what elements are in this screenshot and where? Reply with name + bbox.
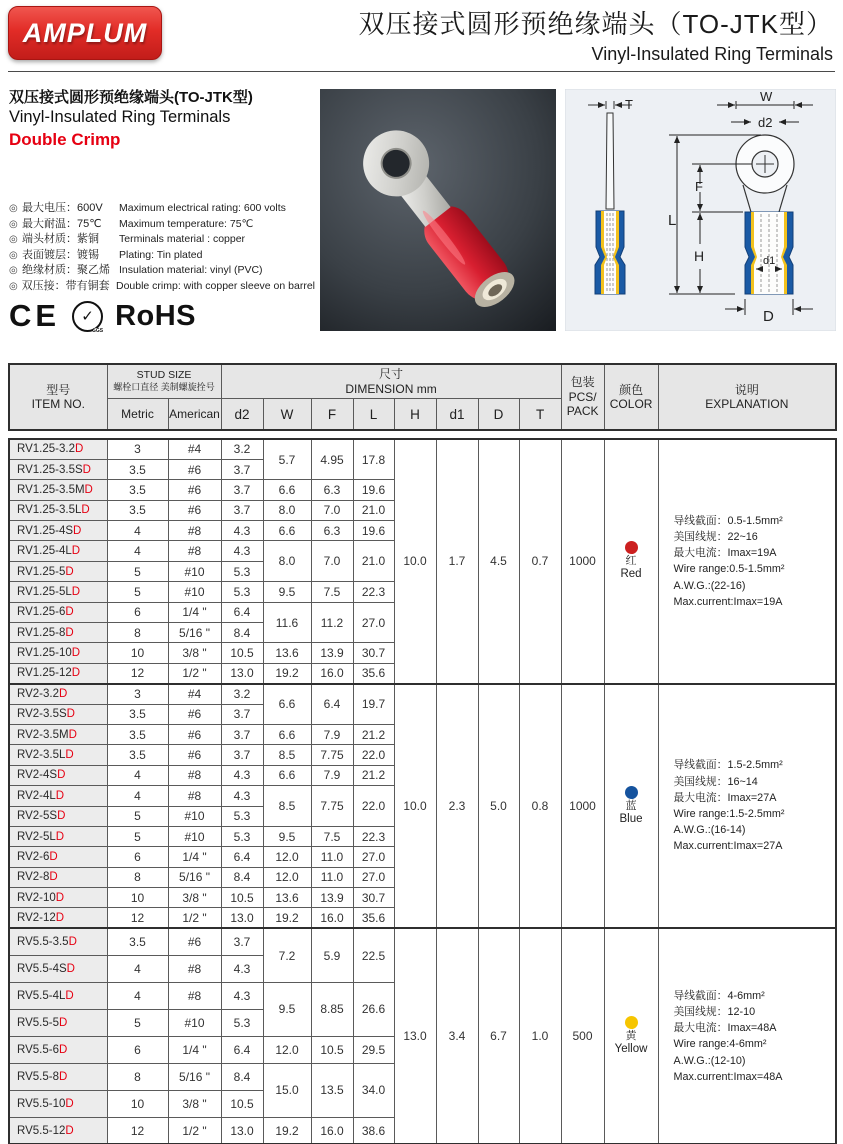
metric-cell: 3.5 [107, 480, 168, 500]
american-cell: 1/2 " [168, 663, 221, 683]
l-cell: 21.0 [353, 541, 394, 582]
item-no-cell: RV2-8D [9, 867, 107, 887]
american-cell: 1/4 " [168, 847, 221, 867]
d1-cell: 3.4 [436, 928, 478, 1144]
d2-cell: 10.5 [221, 1090, 263, 1117]
l-cell: 22.3 [353, 826, 394, 846]
american-cell: #10 [168, 806, 221, 826]
pack-cell: 1000 [561, 439, 604, 684]
page-header [358, 4, 833, 65]
american-cell: #6 [168, 459, 221, 479]
spec-item [9, 215, 315, 231]
col-header-item: 型号 ITEM NO. [9, 364, 107, 430]
metric-cell: 5 [107, 561, 168, 581]
col-header-d2: d2 [221, 399, 263, 431]
spec-label-zh: 双压接：带有铜套 [21, 279, 110, 292]
l-cell: 19.6 [353, 521, 394, 541]
item-no-cell: RV1.25-4SD [9, 521, 107, 541]
item-no-cell: RV5.5-3.5D [9, 928, 107, 955]
l-cell: 27.0 [353, 602, 394, 643]
l-cell: 30.7 [353, 643, 394, 663]
item-no-cell: RV1.25-5D [9, 561, 107, 581]
l-cell: 26.6 [353, 982, 394, 1036]
l-cell: 19.7 [353, 684, 394, 725]
american-cell: #6 [168, 745, 221, 765]
dim-label-d1: d1 [763, 255, 776, 267]
spec-label-zh: 表面镀层：镀锡 [22, 248, 99, 261]
l-cell: 30.7 [353, 888, 394, 908]
f-cell: 11.2 [311, 602, 353, 643]
metric-cell: 4 [107, 541, 168, 561]
american-cell: #4 [168, 439, 221, 459]
brand-logo [8, 6, 162, 60]
color-cell: 蓝 Blue [604, 684, 658, 929]
metric-cell: 6 [107, 1036, 168, 1063]
w-cell: 12.0 [263, 1036, 311, 1063]
rohs-mark: RoHS [115, 299, 197, 332]
dimension-diagram [565, 89, 836, 331]
item-no-cell: RV5.5-4LD [9, 982, 107, 1009]
metric-cell: 5 [107, 826, 168, 846]
col-header-F: F [311, 399, 353, 431]
metric-cell: 4 [107, 982, 168, 1009]
item-no-cell: RV1.25-4LD [9, 541, 107, 561]
d2-cell: 3.7 [221, 724, 263, 744]
american-cell: #8 [168, 521, 221, 541]
metric-cell: 3.5 [107, 459, 168, 479]
w-cell: 6.6 [263, 684, 311, 725]
item-no-cell: RV1.25-5LD [9, 582, 107, 602]
f-cell: 13.5 [311, 1063, 353, 1117]
l-cell: 22.0 [353, 745, 394, 765]
col-header-pack: 包装 PCS/ PACK [561, 364, 604, 430]
w-cell: 8.5 [263, 786, 311, 827]
f-cell: 7.5 [311, 582, 353, 602]
col-header-H: H [394, 399, 436, 431]
bullet-icon: ◎ [9, 249, 18, 261]
spec-table-body [8, 438, 837, 1144]
d2-cell: 6.4 [221, 847, 263, 867]
spec-label-zh: 绝缘材质：聚乙烯 [22, 264, 110, 277]
l-cell: 17.8 [353, 439, 394, 480]
t-cell: 0.7 [519, 439, 561, 684]
metric-cell: 5 [107, 1009, 168, 1036]
d2-cell: 4.3 [221, 765, 263, 785]
f-cell: 8.85 [311, 982, 353, 1036]
bullet-icon: ◎ [9, 203, 18, 214]
item-no-cell: RV1.25-12D [9, 663, 107, 683]
metric-cell: 4 [107, 786, 168, 806]
w-cell: 6.6 [263, 480, 311, 500]
d2-cell: 3.7 [221, 459, 263, 479]
spec-item [9, 246, 315, 262]
item-no-cell: RV5.5-4SD [9, 955, 107, 982]
f-cell: 6.3 [311, 521, 353, 541]
product-subtitle: Double Crimp [9, 130, 121, 149]
item-no-cell: RV5.5-5D [9, 1009, 107, 1036]
american-cell: #10 [168, 1009, 221, 1036]
metric-cell: 3.5 [107, 704, 168, 724]
spec-label-en: Plating: Tin plated [119, 248, 203, 261]
table-row [9, 439, 836, 459]
metric-cell: 3 [107, 439, 168, 459]
metric-cell: 3.5 [107, 724, 168, 744]
d2-cell: 4.3 [221, 541, 263, 561]
spec-item [9, 230, 315, 246]
col-header-explanation: 说明 EXPLANATION [658, 364, 836, 430]
f-cell: 11.0 [311, 867, 353, 887]
bullet-icon: ◎ [9, 234, 18, 246]
col-header-d1: d1 [436, 399, 478, 431]
item-no-cell: RV1.25-3.5SD [9, 459, 107, 479]
d2-cell: 5.3 [221, 1009, 263, 1036]
explanation-cell: 导线截面：0.5-1.5mm² 美国线规：22~16 最大电流：Imax=19A Wire range:0.5-1.5mm² A.W.G.:(22-16) Max.current:Imax=19A [658, 439, 836, 684]
spec-label-en: Insulation material: vinyl (PVC) [119, 264, 263, 277]
d1-cell: 2.3 [436, 684, 478, 929]
col-header-T: T [519, 399, 561, 431]
w-cell: 13.6 [263, 643, 311, 663]
d1-cell: 1.7 [436, 439, 478, 684]
metric-cell: 8 [107, 1063, 168, 1090]
metric-cell: 8 [107, 623, 168, 643]
col-header-D: D [478, 399, 519, 431]
f-cell: 5.9 [311, 928, 353, 982]
d-cell: 4.5 [478, 439, 519, 684]
w-cell: 13.6 [263, 888, 311, 908]
item-no-cell: RV5.5-8D [9, 1063, 107, 1090]
metric-cell: 5 [107, 582, 168, 602]
w-cell: 8.5 [263, 745, 311, 765]
table-row [9, 684, 836, 704]
t-cell: 1.0 [519, 928, 561, 1144]
spec-label-en: Maximum electrical rating: 600 volts [119, 202, 286, 214]
d2-cell: 8.4 [221, 1063, 263, 1090]
metric-cell: 3.5 [107, 928, 168, 955]
american-cell: #10 [168, 582, 221, 602]
l-cell: 22.5 [353, 928, 394, 982]
certification-marks [9, 298, 196, 334]
d2-cell: 13.0 [221, 1117, 263, 1144]
l-cell: 35.6 [353, 908, 394, 928]
f-cell: 16.0 [311, 1117, 353, 1144]
spec-list [9, 199, 315, 293]
page-title-en: Vinyl-Insulated Ring Terminals [591, 44, 833, 64]
item-no-cell: RV1.25-3.5MD [9, 480, 107, 500]
color-dot-icon [625, 786, 638, 799]
metric-cell: 4 [107, 765, 168, 785]
american-cell: #6 [168, 500, 221, 520]
american-cell: 5/16 " [168, 623, 221, 643]
american-cell: #8 [168, 786, 221, 806]
w-cell: 6.6 [263, 765, 311, 785]
spec-item [9, 261, 315, 277]
l-cell: 38.6 [353, 1117, 394, 1144]
american-cell: #10 [168, 826, 221, 846]
metric-cell: 4 [107, 521, 168, 541]
spec-label-en: Maximum temperature: 75℃ [119, 217, 254, 230]
d2-cell: 5.3 [221, 561, 263, 581]
w-cell: 8.0 [263, 541, 311, 582]
product-title-zh: 双压接式圆形预绝缘端头(TO-JTK型) [9, 89, 253, 106]
l-cell: 21.0 [353, 500, 394, 520]
d2-cell: 4.3 [221, 982, 263, 1009]
sgs-mark [72, 301, 103, 332]
metric-cell: 10 [107, 643, 168, 663]
w-cell: 8.0 [263, 500, 311, 520]
metric-cell: 3 [107, 684, 168, 704]
item-no-cell: RV2-10D [9, 888, 107, 908]
d2-cell: 3.2 [221, 439, 263, 459]
metric-cell: 6 [107, 847, 168, 867]
w-cell: 9.5 [263, 982, 311, 1036]
col-header-color: 颜色 COLOR [604, 364, 658, 430]
spec-item [9, 199, 315, 215]
table-row [9, 928, 836, 955]
l-cell: 34.0 [353, 1063, 394, 1117]
item-no-cell: RV5.5-12D [9, 1117, 107, 1144]
check-icon: ✓ [81, 307, 94, 325]
d2-cell: 10.5 [221, 888, 263, 908]
spec-label-en: Terminals material : copper [119, 233, 246, 246]
w-cell: 9.5 [263, 826, 311, 846]
w-cell: 19.2 [263, 663, 311, 683]
l-cell: 21.2 [353, 724, 394, 744]
dim-label-L: L [668, 212, 677, 229]
dim-label-W: W [760, 89, 773, 104]
l-cell: 27.0 [353, 867, 394, 887]
american-cell: 1/4 " [168, 602, 221, 622]
w-cell: 11.6 [263, 602, 311, 643]
metric-cell: 8 [107, 867, 168, 887]
item-no-cell: RV1.25-3.2D [9, 439, 107, 459]
w-cell: 5.7 [263, 439, 311, 480]
dim-label-D: D [763, 308, 774, 325]
f-cell: 7.9 [311, 765, 353, 785]
intro-section [9, 86, 315, 332]
american-cell: 1/4 " [168, 1036, 221, 1063]
brand-logo-text: AMPLUM [22, 17, 148, 48]
item-no-cell: RV2-4LD [9, 786, 107, 806]
explanation-cell: 导线截面：4-6mm² 美国线规：12-10 最大电流：Imax=48A Wire range:4-6mm² A.W.G.:(12-10) Max.current:Imax=48A [658, 928, 836, 1144]
d2-cell: 3.7 [221, 745, 263, 765]
american-cell: #6 [168, 704, 221, 724]
l-cell: 22.3 [353, 582, 394, 602]
american-cell: #10 [168, 561, 221, 581]
d-cell: 5.0 [478, 684, 519, 929]
bullet-icon: ◎ [9, 218, 18, 230]
d2-cell: 3.7 [221, 500, 263, 520]
ring-terminal-photo [320, 89, 556, 331]
product-title-en: Vinyl-Insulated Ring Terminals [9, 108, 231, 126]
d2-cell: 4.3 [221, 955, 263, 982]
color-dot-icon [625, 541, 638, 554]
dim-label-F: F [695, 179, 703, 194]
item-no-cell: RV1.25-10D [9, 643, 107, 663]
color-cell: 黄 Yellow [604, 928, 658, 1144]
item-no-cell: RV2-3.5LD [9, 745, 107, 765]
ce-mark: CE [9, 298, 61, 333]
american-cell: 1/2 " [168, 908, 221, 928]
metric-cell: 4 [107, 955, 168, 982]
spec-table-header [8, 363, 837, 431]
d2-cell: 3.7 [221, 928, 263, 955]
f-cell: 10.5 [311, 1036, 353, 1063]
item-no-cell: RV5.5-6D [9, 1036, 107, 1063]
d2-cell: 5.3 [221, 826, 263, 846]
d2-cell: 3.2 [221, 684, 263, 704]
d2-cell: 4.3 [221, 786, 263, 806]
f-cell: 7.0 [311, 541, 353, 582]
metric-cell: 10 [107, 1090, 168, 1117]
product-photo [320, 89, 556, 331]
item-no-cell: RV2-5SD [9, 806, 107, 826]
sgs-mark-text: SGS [92, 327, 104, 334]
american-cell: 1/2 " [168, 1117, 221, 1144]
metric-cell: 12 [107, 1117, 168, 1144]
item-no-cell: RV1.25-3.5LD [9, 500, 107, 520]
h-cell: 10.0 [394, 684, 436, 929]
metric-cell: 3.5 [107, 500, 168, 520]
f-cell: 6.4 [311, 684, 353, 725]
metric-cell: 5 [107, 806, 168, 826]
col-header-W: W [263, 399, 311, 431]
american-cell: #4 [168, 684, 221, 704]
d2-cell: 3.7 [221, 480, 263, 500]
american-cell: 3/8 " [168, 888, 221, 908]
l-cell: 21.2 [353, 765, 394, 785]
d2-cell: 13.0 [221, 663, 263, 683]
f-cell: 7.75 [311, 745, 353, 765]
w-cell: 19.2 [263, 908, 311, 928]
spec-item [9, 277, 315, 293]
f-cell: 13.9 [311, 888, 353, 908]
item-no-cell: RV5.5-10D [9, 1090, 107, 1117]
color-cell: 红 Red [604, 439, 658, 684]
american-cell: 5/16 " [168, 1063, 221, 1090]
explanation-cell: 导线截面：1.5-2.5mm² 美国线规：16~14 最大电流：Imax=27A Wire range:1.5-2.5mm² A.W.G.:(16-14) Max.current:Imax=27A [658, 684, 836, 929]
bullet-icon: ◎ [9, 280, 18, 292]
item-no-cell: RV1.25-6D [9, 602, 107, 622]
col-header-L: L [353, 399, 394, 431]
d2-cell: 3.7 [221, 704, 263, 724]
item-no-cell: RV2-6D [9, 847, 107, 867]
pack-cell: 500 [561, 928, 604, 1144]
dim-label-T: T [625, 97, 633, 112]
f-cell: 7.0 [311, 500, 353, 520]
spec-label-zh: 最大电压：600V [22, 202, 103, 214]
item-no-cell: RV1.25-8D [9, 623, 107, 643]
d2-cell: 10.5 [221, 643, 263, 663]
w-cell: 6.6 [263, 521, 311, 541]
f-cell: 4.95 [311, 439, 353, 480]
american-cell: #8 [168, 765, 221, 785]
d2-cell: 5.3 [221, 806, 263, 826]
spec-label-zh: 最大耐温：75℃ [22, 217, 102, 230]
item-no-cell: RV2-3.2D [9, 684, 107, 704]
w-cell: 12.0 [263, 847, 311, 867]
w-cell: 7.2 [263, 928, 311, 982]
l-cell: 29.5 [353, 1036, 394, 1063]
f-cell: 11.0 [311, 847, 353, 867]
page-title-zh: 双压接式圆形预绝缘端头（TO-JTK型） [358, 9, 833, 39]
d2-cell: 8.4 [221, 867, 263, 887]
f-cell: 7.5 [311, 826, 353, 846]
american-cell: 5/16 " [168, 867, 221, 887]
item-no-cell: RV2-4SD [9, 765, 107, 785]
d2-cell: 13.0 [221, 908, 263, 928]
header-divider [8, 71, 835, 72]
l-cell: 19.6 [353, 480, 394, 500]
t-cell: 0.8 [519, 684, 561, 929]
spec-label-en: Double crimp: with copper sleeve on barrel [115, 279, 315, 292]
w-cell: 9.5 [263, 582, 311, 602]
metric-cell: 12 [107, 663, 168, 683]
american-cell: #8 [168, 541, 221, 561]
l-cell: 35.6 [353, 663, 394, 683]
metric-cell: 10 [107, 888, 168, 908]
d-cell: 6.7 [478, 928, 519, 1144]
h-cell: 10.0 [394, 439, 436, 684]
dimension-diagram-svg [565, 89, 836, 331]
w-cell: 15.0 [263, 1063, 311, 1117]
pack-cell: 1000 [561, 684, 604, 929]
f-cell: 13.9 [311, 643, 353, 663]
f-cell: 7.9 [311, 724, 353, 744]
american-cell: #8 [168, 982, 221, 1009]
l-cell: 27.0 [353, 847, 394, 867]
american-cell: 3/8 " [168, 1090, 221, 1117]
american-cell: #8 [168, 955, 221, 982]
l-cell: 22.0 [353, 786, 394, 827]
col-header-dimension: 尺寸 DIMENSION mm [221, 364, 561, 399]
f-cell: 7.75 [311, 786, 353, 827]
h-cell: 13.0 [394, 928, 436, 1144]
metric-cell: 6 [107, 602, 168, 622]
d2-cell: 8.4 [221, 623, 263, 643]
metric-cell: 12 [107, 908, 168, 928]
item-no-cell: RV2-3.5MD [9, 724, 107, 744]
col-header-american: American [168, 399, 221, 431]
w-cell: 19.2 [263, 1117, 311, 1144]
item-no-cell: RV2-5LD [9, 826, 107, 846]
american-cell: #6 [168, 724, 221, 744]
dim-label-d2: d2 [758, 115, 773, 130]
col-header-metric: Metric [107, 399, 168, 431]
d2-cell: 6.4 [221, 602, 263, 622]
american-cell: #6 [168, 928, 221, 955]
w-cell: 6.6 [263, 724, 311, 744]
f-cell: 16.0 [311, 663, 353, 683]
spec-table-section [8, 363, 835, 1144]
f-cell: 6.3 [311, 480, 353, 500]
f-cell: 16.0 [311, 908, 353, 928]
spec-label-zh: 端头材质：紫铜 [22, 233, 99, 246]
col-header-stud-size: STUD SIZE 螺栓口直径 美制螺旋拴号 [107, 364, 221, 399]
american-cell: 3/8 " [168, 643, 221, 663]
d2-cell: 6.4 [221, 1036, 263, 1063]
dim-label-H: H [694, 248, 705, 264]
color-dot-icon [625, 1016, 638, 1029]
w-cell: 12.0 [263, 867, 311, 887]
d2-cell: 5.3 [221, 582, 263, 602]
item-no-cell: RV2-3.5SD [9, 704, 107, 724]
bullet-icon: ◎ [9, 265, 18, 277]
d2-cell: 4.3 [221, 521, 263, 541]
american-cell: #6 [168, 480, 221, 500]
item-no-cell: RV2-12D [9, 908, 107, 928]
metric-cell: 3.5 [107, 745, 168, 765]
